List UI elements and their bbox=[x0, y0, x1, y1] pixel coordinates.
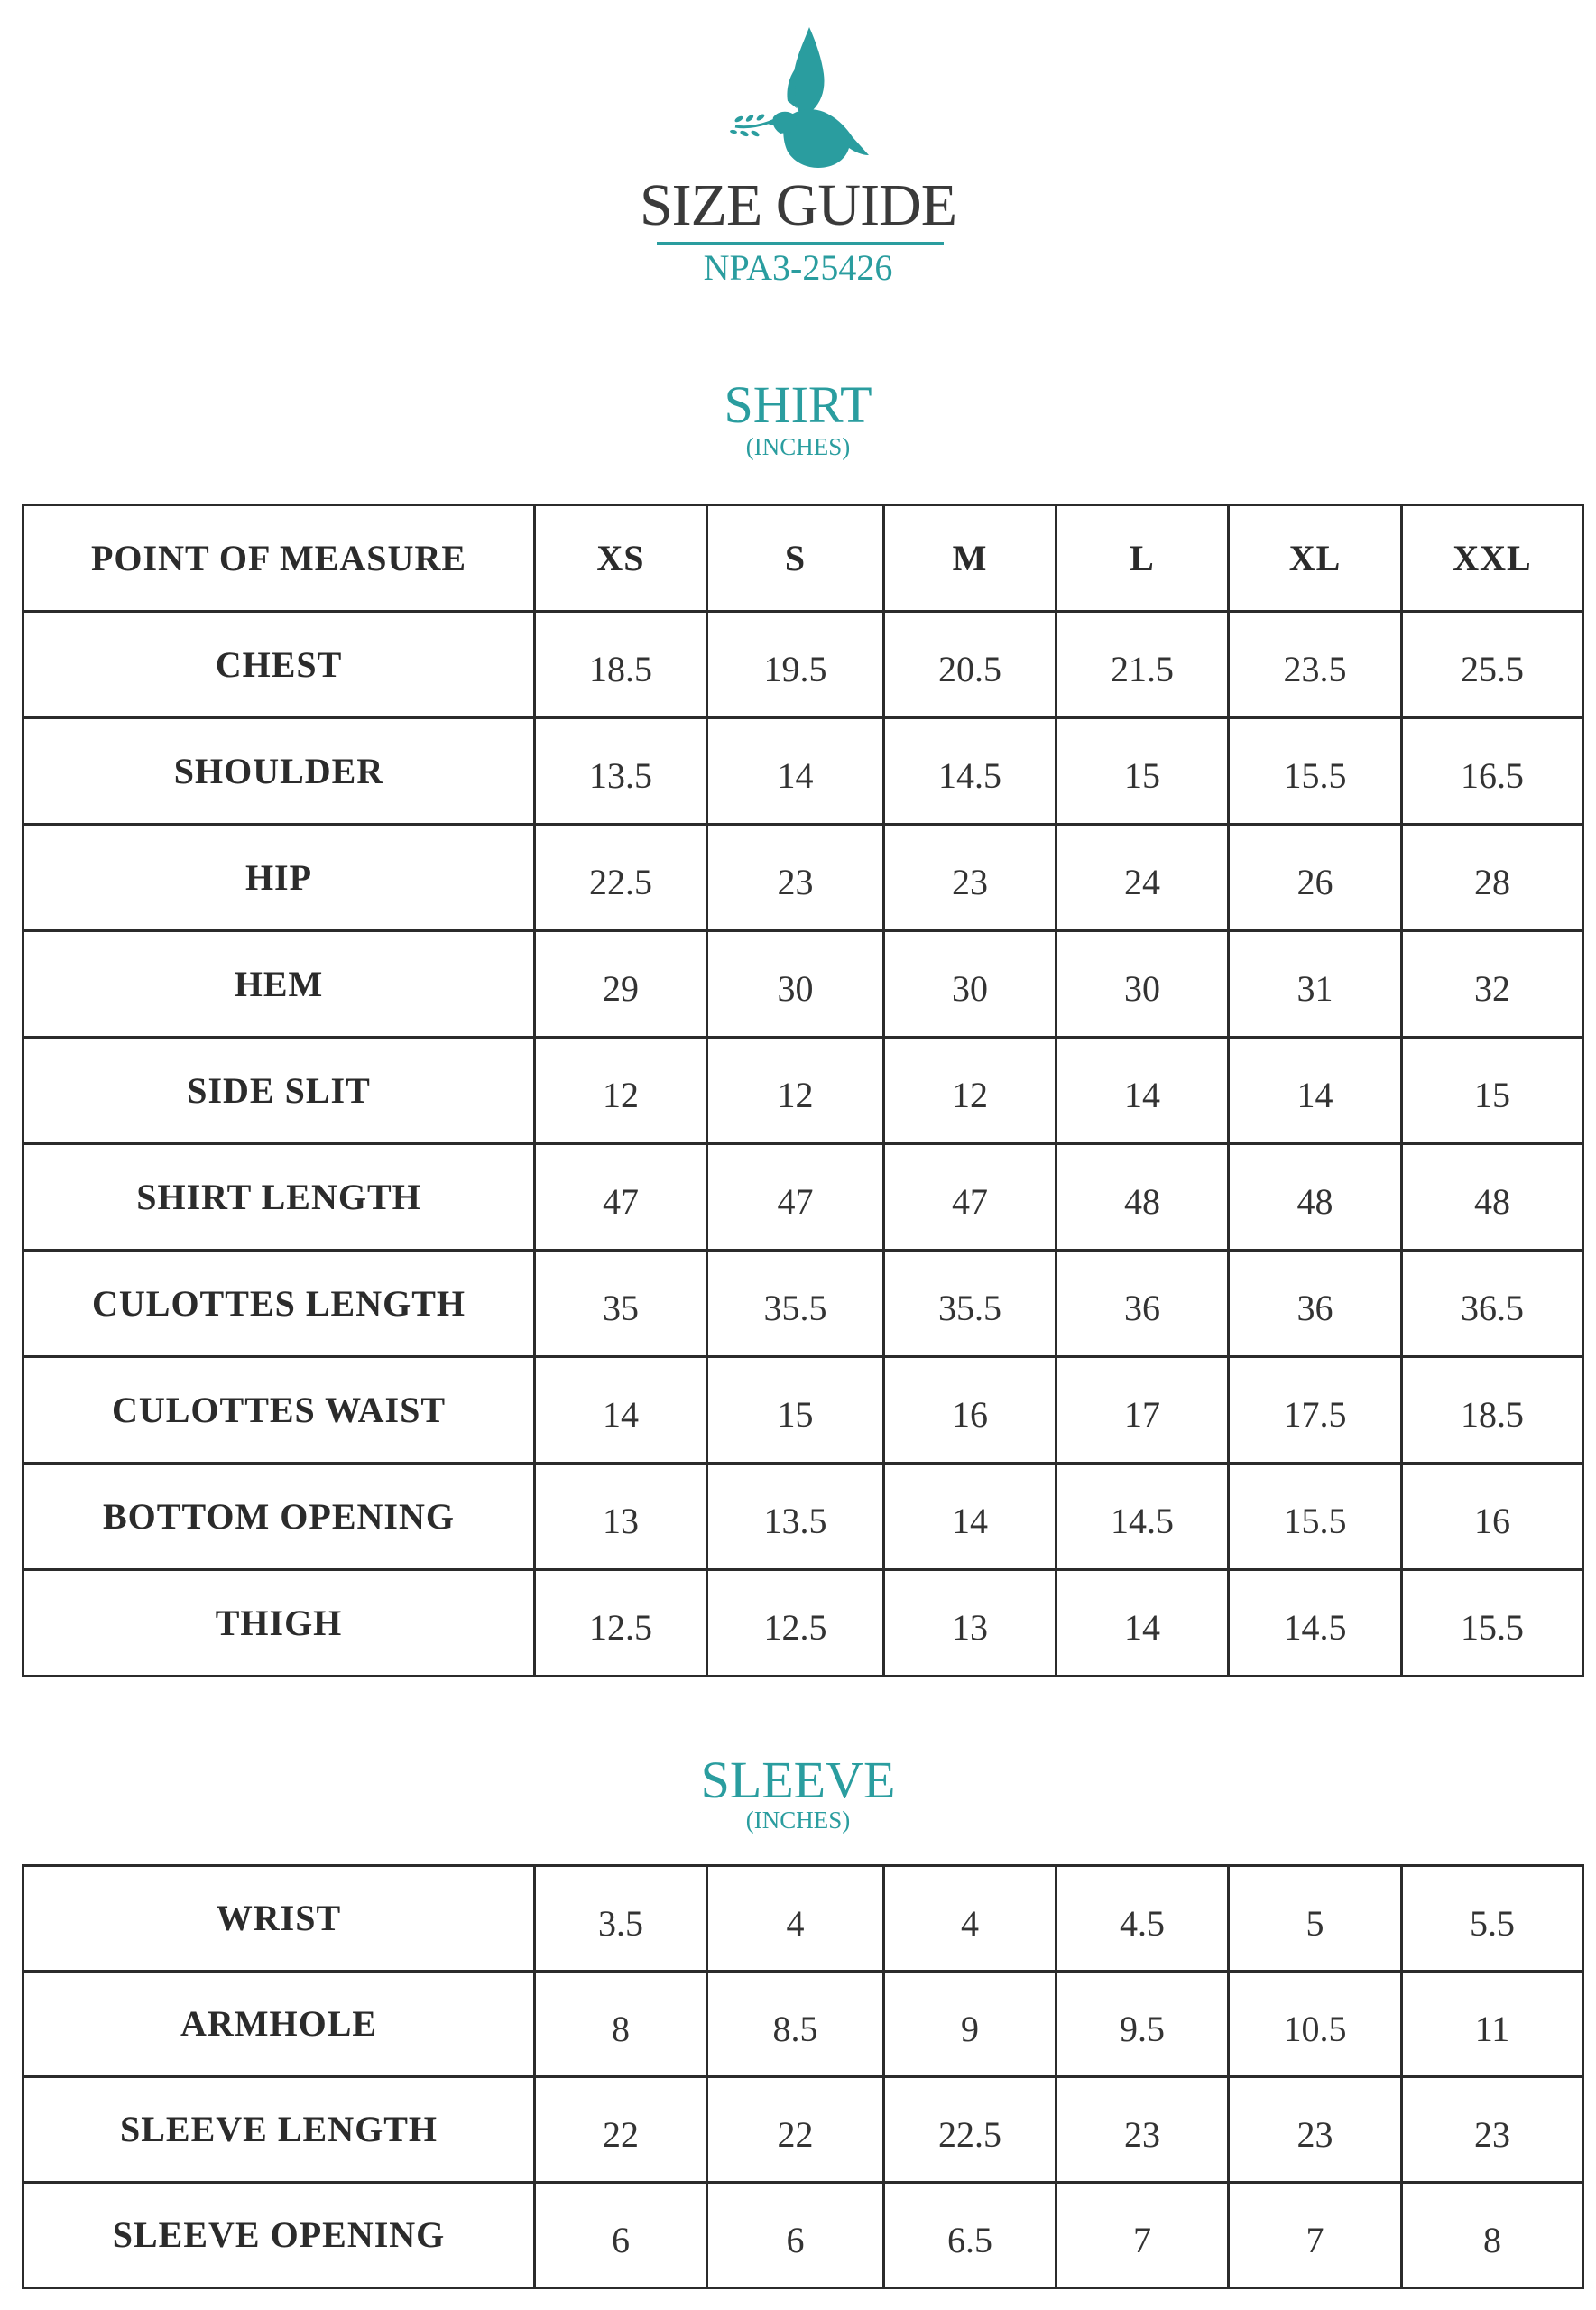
measure-label: HIP bbox=[23, 825, 535, 931]
measure-value: 30 bbox=[884, 931, 1056, 1038]
measure-label: WRIST bbox=[23, 1866, 535, 1972]
measure-value: 20.5 bbox=[884, 612, 1056, 718]
measure-value: 9.5 bbox=[1056, 1972, 1229, 2077]
table-row bbox=[23, 1144, 1583, 1251]
measure-value: 14 bbox=[1056, 1038, 1229, 1144]
measure-value: 22.5 bbox=[884, 2077, 1056, 2183]
column-header: M bbox=[884, 505, 1056, 612]
measure-value: 18.5 bbox=[535, 612, 707, 718]
measure-value: 6 bbox=[707, 2183, 884, 2288]
table-row bbox=[23, 612, 1583, 718]
table-row bbox=[23, 1866, 1583, 1972]
measure-label: SHOULDER bbox=[23, 718, 535, 825]
table-row bbox=[23, 825, 1583, 931]
measure-value: 15.5 bbox=[1229, 718, 1402, 825]
measure-label: SIDE SLIT bbox=[23, 1038, 535, 1144]
column-header: POINT OF MEASURE bbox=[23, 505, 535, 612]
measure-value: 5.5 bbox=[1402, 1866, 1583, 1972]
measure-value: 22.5 bbox=[535, 825, 707, 931]
measure-value: 47 bbox=[707, 1144, 884, 1251]
shirt-size-table bbox=[22, 504, 1584, 1677]
table-row bbox=[23, 1038, 1583, 1144]
measure-value: 13 bbox=[535, 1464, 707, 1570]
measure-value: 35.5 bbox=[707, 1251, 884, 1357]
measure-value: 14 bbox=[535, 1357, 707, 1464]
measure-value: 32 bbox=[1402, 931, 1583, 1038]
measure-value: 12.5 bbox=[707, 1570, 884, 1677]
table-header-row bbox=[23, 505, 1583, 612]
measure-value: 14.5 bbox=[884, 718, 1056, 825]
measure-value: 16 bbox=[1402, 1464, 1583, 1570]
measure-value: 35.5 bbox=[884, 1251, 1056, 1357]
measure-value: 15.5 bbox=[1229, 1464, 1402, 1570]
measure-label: THIGH bbox=[23, 1570, 535, 1677]
measure-value: 9 bbox=[884, 1972, 1056, 2077]
measure-value: 5 bbox=[1229, 1866, 1402, 1972]
measure-label: CHEST bbox=[23, 612, 535, 718]
measure-value: 23 bbox=[1402, 2077, 1583, 2183]
measure-value: 8.5 bbox=[707, 1972, 884, 2077]
measure-label: CULOTTES LENGTH bbox=[23, 1251, 535, 1357]
measure-value: 13.5 bbox=[535, 718, 707, 825]
measure-value: 31 bbox=[1229, 931, 1402, 1038]
table-row bbox=[23, 1570, 1583, 1677]
measure-value: 3.5 bbox=[535, 1866, 707, 1972]
measure-value: 6 bbox=[535, 2183, 707, 2288]
table-row bbox=[23, 1251, 1583, 1357]
measure-value: 23 bbox=[884, 825, 1056, 931]
column-header: XXL bbox=[1402, 505, 1583, 612]
measure-value: 13 bbox=[884, 1570, 1056, 1677]
table-row bbox=[23, 718, 1583, 825]
measure-value: 10.5 bbox=[1229, 1972, 1402, 2077]
measure-value: 6.5 bbox=[884, 2183, 1056, 2288]
product-code: NPA3-25426 bbox=[703, 247, 893, 288]
table-row bbox=[23, 2183, 1583, 2288]
measure-value: 23 bbox=[707, 825, 884, 931]
table-row bbox=[23, 2077, 1583, 2183]
measure-value: 14 bbox=[1056, 1570, 1229, 1677]
measure-value: 7 bbox=[1229, 2183, 1402, 2288]
measure-value: 48 bbox=[1056, 1144, 1229, 1251]
sleeve-section-title: SLEEVE bbox=[700, 1751, 896, 1809]
measure-value: 30 bbox=[707, 931, 884, 1038]
measure-value: 4.5 bbox=[1056, 1866, 1229, 1972]
shirt-section-unit: (INCHES) bbox=[745, 433, 851, 460]
sleeve-size-table bbox=[22, 1864, 1584, 2289]
measure-value: 8 bbox=[535, 1972, 707, 2077]
measure-label: SLEEVE LENGTH bbox=[23, 2077, 535, 2183]
measure-value: 14.5 bbox=[1229, 1570, 1402, 1677]
measure-value: 36.5 bbox=[1402, 1251, 1583, 1357]
measure-value: 23 bbox=[1056, 2077, 1229, 2183]
measure-value: 7 bbox=[1056, 2183, 1229, 2288]
measure-label: CULOTTES WAIST bbox=[23, 1357, 535, 1464]
measure-value: 4 bbox=[884, 1866, 1056, 1972]
column-header: XS bbox=[535, 505, 707, 612]
table-row bbox=[23, 1464, 1583, 1570]
measure-value: 14 bbox=[1229, 1038, 1402, 1144]
dove-with-olive-branch-icon bbox=[726, 20, 880, 184]
measure-value: 25.5 bbox=[1402, 612, 1583, 718]
title-underline bbox=[657, 242, 944, 245]
measure-value: 29 bbox=[535, 931, 707, 1038]
column-header: S bbox=[707, 505, 884, 612]
measure-value: 15 bbox=[1402, 1038, 1583, 1144]
measure-value: 17 bbox=[1056, 1357, 1229, 1464]
measure-value: 15 bbox=[707, 1357, 884, 1464]
measure-value: 14.5 bbox=[1056, 1464, 1229, 1570]
page-title: SIZE GUIDE bbox=[639, 172, 957, 238]
measure-value: 12.5 bbox=[535, 1570, 707, 1677]
measure-value: 4 bbox=[707, 1866, 884, 1972]
measure-value: 12 bbox=[535, 1038, 707, 1144]
table-row bbox=[23, 931, 1583, 1038]
measure-value: 21.5 bbox=[1056, 612, 1229, 718]
measure-value: 47 bbox=[884, 1144, 1056, 1251]
table-row bbox=[23, 1972, 1583, 2077]
measure-value: 36 bbox=[1056, 1251, 1229, 1357]
measure-value: 15 bbox=[1056, 718, 1229, 825]
table-row bbox=[23, 1357, 1583, 1464]
measure-value: 22 bbox=[707, 2077, 884, 2183]
measure-value: 26 bbox=[1229, 825, 1402, 931]
measure-value: 28 bbox=[1402, 825, 1583, 931]
sleeve-section-unit: (INCHES) bbox=[745, 1806, 851, 1834]
measure-label: BOTTOM OPENING bbox=[23, 1464, 535, 1570]
measure-value: 11 bbox=[1402, 1972, 1583, 2077]
measure-label: SHIRT LENGTH bbox=[23, 1144, 535, 1251]
measure-value: 48 bbox=[1229, 1144, 1402, 1251]
column-header: XL bbox=[1229, 505, 1402, 612]
measure-value: 48 bbox=[1402, 1144, 1583, 1251]
measure-value: 24 bbox=[1056, 825, 1229, 931]
measure-value: 13.5 bbox=[707, 1464, 884, 1570]
measure-value: 14 bbox=[884, 1464, 1056, 1570]
measure-value: 17.5 bbox=[1229, 1357, 1402, 1464]
measure-value: 15.5 bbox=[1402, 1570, 1583, 1677]
measure-value: 12 bbox=[884, 1038, 1056, 1144]
measure-value: 36 bbox=[1229, 1251, 1402, 1357]
measure-value: 30 bbox=[1056, 931, 1229, 1038]
measure-value: 8 bbox=[1402, 2183, 1583, 2288]
measure-value: 16.5 bbox=[1402, 718, 1583, 825]
measure-value: 12 bbox=[707, 1038, 884, 1144]
measure-label: HEM bbox=[23, 931, 535, 1038]
measure-value: 18.5 bbox=[1402, 1357, 1583, 1464]
measure-label: ARMHOLE bbox=[23, 1972, 535, 2077]
shirt-section-title: SHIRT bbox=[724, 375, 872, 434]
measure-value: 35 bbox=[535, 1251, 707, 1357]
measure-value: 23.5 bbox=[1229, 612, 1402, 718]
column-header: L bbox=[1056, 505, 1229, 612]
measure-value: 22 bbox=[535, 2077, 707, 2183]
measure-value: 19.5 bbox=[707, 612, 884, 718]
measure-value: 47 bbox=[535, 1144, 707, 1251]
measure-value: 14 bbox=[707, 718, 884, 825]
measure-label: SLEEVE OPENING bbox=[23, 2183, 535, 2288]
measure-value: 16 bbox=[884, 1357, 1056, 1464]
measure-value: 23 bbox=[1229, 2077, 1402, 2183]
